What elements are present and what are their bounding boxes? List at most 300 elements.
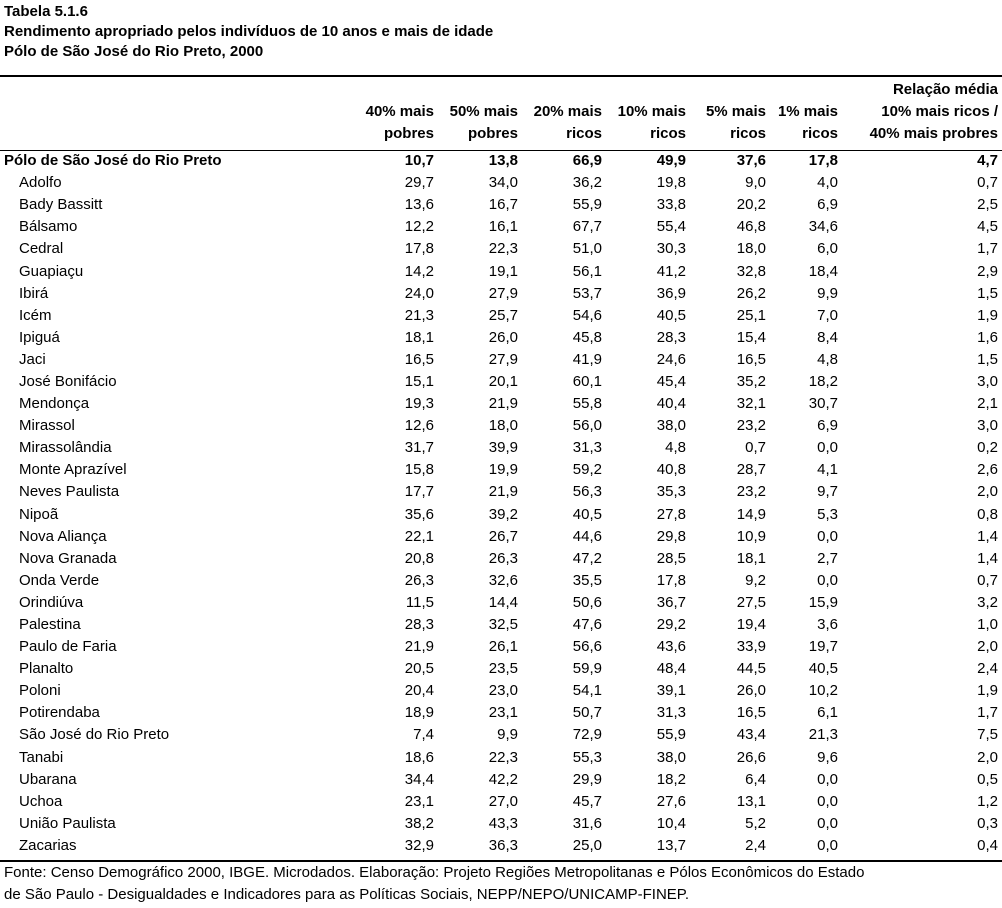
cell: 16,5 [404,350,434,368]
cell: 16,5 [736,350,766,368]
cell: 0,7 [977,174,998,192]
cell: 40,5 [656,306,686,324]
cell: 1,5 [977,350,998,368]
cell: 41,2 [656,262,686,280]
cell: 37,6 [736,152,766,170]
cell: 5,2 [745,814,766,832]
row-label: José Bonifácio [19,372,117,390]
table-row [0,172,1002,194]
cell: 39,9 [488,439,518,457]
table-row [0,702,1002,724]
cell: 40,5 [808,660,838,678]
cell: 28,3 [656,328,686,346]
cell: 20,1 [488,372,518,390]
cell: 50,6 [572,593,602,611]
cell: 13,8 [488,152,518,170]
header-1-ricos: 1% mais ricos [777,103,838,142]
cell: 6,1 [817,704,838,722]
cell: 28,5 [656,549,686,567]
cell: 23,2 [736,417,766,435]
row-label: Onda Verde [19,571,100,589]
cell: 12,2 [404,218,434,236]
cell: 33,8 [656,196,686,214]
cell: 43,6 [656,638,686,656]
cell: 25,1 [736,306,766,324]
cell: 25,7 [488,306,518,324]
cell: 17,8 [656,571,686,589]
cell: 35,6 [404,505,434,523]
cell: 25,0 [572,836,602,854]
cell: 0,0 [817,439,838,457]
cell: 1,4 [977,549,998,567]
cell: 60,1 [572,372,602,390]
header-20-ricos: 20% mais ricos [533,103,602,142]
cell: 35,3 [656,483,686,501]
cell: 7,5 [977,726,998,744]
table-row [0,437,1002,459]
cell: 15,9 [808,593,838,611]
cell: 18,9 [404,704,434,722]
cell: 7,4 [413,726,434,744]
table-row [0,658,1002,680]
cell: 21,9 [404,638,434,656]
cell: 13,7 [656,836,686,854]
cell: 48,4 [656,660,686,678]
cell: 54,1 [572,682,602,700]
cell: 1,6 [977,328,998,346]
table-row [0,349,1002,371]
source-line-2: de São Paulo - Desigualdades e Indicadores para as Políticas Sociais, NEPP/NEPO/UNICAMP-FINEP. [4,886,690,903]
cell: 29,8 [656,527,686,545]
cell: 13,1 [736,792,766,810]
row-label: Paulo de Faria [19,638,117,656]
cell: 4,8 [665,439,686,457]
cell: 38,2 [404,814,434,832]
row-label: Mendonça [19,395,90,413]
table-row [0,769,1002,791]
cell: 18,6 [404,748,434,766]
top-rule [0,75,1002,77]
row-label: Potirendaba [19,704,100,722]
row-label: Mirassol [19,417,75,435]
cell: 1,7 [977,240,998,258]
header-40-pobres: 40% mais pobres [365,103,434,142]
cell: 9,9 [497,726,518,744]
cell: 14,4 [488,593,518,611]
cell: 40,8 [656,461,686,479]
row-label: Bady Bassitt [19,196,103,214]
cell: 29,7 [404,174,434,192]
cell: 15,8 [404,461,434,479]
cell: 59,2 [572,461,602,479]
cell: 19,3 [404,395,434,413]
table-row [0,548,1002,570]
table-row [0,526,1002,548]
table-row [0,481,1002,503]
cell: 47,6 [572,616,602,634]
cell: 55,9 [572,196,602,214]
table-row [0,835,1002,857]
table-row [0,680,1002,702]
cell: 27,8 [656,505,686,523]
table-subtitle: Pólo de São José do Rio Preto, 2000 [4,43,264,60]
cell: 31,6 [572,814,602,832]
cell: 2,1 [977,395,998,413]
cell: 40,5 [572,505,602,523]
table-row [0,504,1002,526]
cell: 20,5 [404,660,434,678]
table-row [0,238,1002,260]
cell: 53,7 [572,284,602,302]
cell: 21,9 [488,483,518,501]
row-label: Monte Aprazível [19,461,127,479]
cell: 38,0 [656,417,686,435]
cell: 36,3 [488,836,518,854]
cell: 4,8 [817,350,838,368]
row-label: Orindiúva [19,593,84,611]
row-label: Jaci [19,350,46,368]
cell: 44,6 [572,527,602,545]
table-row [0,747,1002,769]
cell: 51,0 [572,240,602,258]
cell: 50,7 [572,704,602,722]
cell: 32,5 [488,616,518,634]
cell: 28,3 [404,616,434,634]
cell: 26,3 [404,571,434,589]
cell: 27,9 [488,350,518,368]
cell: 17,8 [404,240,434,258]
row-label: Tanabi [19,748,64,766]
row-label: Poloni [19,682,61,700]
cell: 18,0 [736,240,766,258]
table-row [0,570,1002,592]
cell: 27,9 [488,284,518,302]
table-row [0,614,1002,636]
cell: 42,2 [488,770,518,788]
cell: 27,5 [736,593,766,611]
row-label: Uchoa [19,792,63,810]
row-label: Nova Aliança [19,527,107,545]
table-row [0,592,1002,614]
cell: 33,9 [736,638,766,656]
cell: 0,2 [977,439,998,457]
table-row [0,283,1002,305]
cell: 56,6 [572,638,602,656]
cell: 27,6 [656,792,686,810]
table-row [0,415,1002,437]
cell: 0,5 [977,770,998,788]
cell: 0,0 [817,814,838,832]
row-label: União Paulista [19,814,116,832]
cell: 28,7 [736,461,766,479]
table-row [0,459,1002,481]
cell: 26,0 [736,682,766,700]
header-row [0,78,1002,150]
cell: 32,6 [488,571,518,589]
cell: 20,2 [736,196,766,214]
cell: 10,7 [404,152,434,170]
cell: 23,0 [488,682,518,700]
cell: 34,6 [808,218,838,236]
cell: 45,7 [572,792,602,810]
cell: 67,7 [572,218,602,236]
cell: 32,9 [404,836,434,854]
cell: 34,0 [488,174,518,192]
cell: 7,0 [817,306,838,324]
table-row [0,327,1002,349]
source-line-1: Fonte: Censo Demográfico 2000, IBGE. Microdados. Elaboração: Projeto Regiões Metropolitanas e Pólos Econômicos do Estado [4,864,865,881]
cell: 32,1 [736,395,766,413]
table-row [0,791,1002,813]
cell: 4,5 [977,218,998,236]
cell: 29,9 [572,770,602,788]
cell: 5,3 [817,505,838,523]
cell: 10,4 [656,814,686,832]
table-row [0,724,1002,746]
cell: 39,1 [656,682,686,700]
cell: 3,0 [977,417,998,435]
cell: 20,8 [404,549,434,567]
header-50-pobres: 50% mais pobres [449,103,518,142]
table-number: Tabela 5.1.6 [4,3,88,20]
cell: 23,1 [488,704,518,722]
cell: 16,5 [736,704,766,722]
table-row [0,393,1002,415]
cell: 31,3 [572,439,602,457]
cell: 56,3 [572,483,602,501]
cell: 27,0 [488,792,518,810]
cell: 6,0 [817,240,838,258]
table-title: Rendimento apropriado pelos indivíduos de 10 anos e mais de idade [4,23,494,40]
cell: 56,1 [572,262,602,280]
cell: 10,2 [808,682,838,700]
cell: 43,3 [488,814,518,832]
cell: 6,4 [745,770,766,788]
cell: 21,3 [808,726,838,744]
cell: 29,2 [656,616,686,634]
cell: 0,3 [977,814,998,832]
cell: 1,9 [977,682,998,700]
cell: 9,0 [745,174,766,192]
cell: 36,9 [656,284,686,302]
cell: 43,4 [736,726,766,744]
cell: 19,4 [736,616,766,634]
cell: 12,6 [404,417,434,435]
cell: 26,0 [488,328,518,346]
cell: 66,9 [572,152,602,170]
cell: 44,5 [736,660,766,678]
table-row [0,305,1002,327]
cell: 1,5 [977,284,998,302]
cell: 31,7 [404,439,434,457]
cell: 11,5 [405,593,434,611]
cell: 9,7 [817,483,838,501]
cell: 15,4 [736,328,766,346]
cell: 46,8 [736,218,766,236]
cell: 56,0 [572,417,602,435]
cell: 31,3 [656,704,686,722]
cell: 26,1 [488,638,518,656]
cell: 18,2 [656,770,686,788]
row-label: Guapiaçu [19,262,84,280]
cell: 22,3 [488,240,518,258]
cell: 6,9 [817,196,838,214]
cell: 9,6 [817,748,838,766]
cell: 2,4 [977,660,998,678]
cell: 22,3 [488,748,518,766]
source-note [4,862,864,906]
cell: 45,8 [572,328,602,346]
cell: 17,8 [808,152,838,170]
cell: 26,6 [736,748,766,766]
cell: 39,2 [488,505,518,523]
table-row [0,216,1002,238]
cell: 0,0 [817,836,838,854]
cell: 2,0 [977,483,998,501]
cell: 22,1 [404,527,434,545]
cell: 9,2 [745,571,766,589]
header-rule [0,150,1002,151]
cell: 36,7 [656,593,686,611]
row-label: Palestina [19,616,81,634]
cell: 16,7 [488,196,518,214]
cell: 26,3 [488,549,518,567]
cell: 8,4 [817,328,838,346]
cell: 2,9 [977,262,998,280]
cell: 26,7 [488,527,518,545]
cell: 0,0 [817,770,838,788]
cell: 3,6 [817,616,838,634]
cell: 34,4 [404,770,434,788]
row-label: Adolfo [19,174,62,192]
cell: 49,9 [656,152,686,170]
row-label: Pólo de São José do Rio Preto [4,152,222,170]
cell: 19,9 [488,461,518,479]
cell: 26,2 [736,284,766,302]
cell: 0,0 [817,527,838,545]
table-title-block [4,2,493,62]
cell: 18,1 [404,328,434,346]
cell: 1,9 [977,306,998,324]
cell: 59,9 [572,660,602,678]
cell: 55,8 [572,395,602,413]
row-label: Neves Paulista [19,483,120,501]
cell: 2,0 [977,748,998,766]
cell: 4,1 [817,461,838,479]
cell: 36,2 [572,174,602,192]
row-label: Bálsamo [19,218,78,236]
total-row [0,150,1002,172]
table-row [0,194,1002,216]
table-row [0,636,1002,658]
cell: 0,0 [817,792,838,810]
cell: 18,1 [736,549,766,567]
cell: 4,0 [817,174,838,192]
row-label: Nova Granada [19,549,117,567]
cell: 21,9 [488,395,518,413]
cell: 1,2 [977,792,998,810]
cell: 1,0 [977,616,998,634]
cell: 0,0 [817,571,838,589]
cell: 72,9 [572,726,602,744]
cell: 23,5 [488,660,518,678]
cell: 55,3 [572,748,602,766]
cell: 2,7 [817,549,838,567]
header-5-ricos: 5% mais ricos [705,103,766,142]
cell: 2,0 [977,638,998,656]
cell: 14,2 [404,262,434,280]
cell: 9,9 [817,284,838,302]
cell: 23,2 [736,483,766,501]
cell: 32,8 [736,262,766,280]
cell: 38,0 [656,748,686,766]
cell: 2,6 [977,461,998,479]
cell: 10,9 [736,527,766,545]
cell: 20,4 [404,682,434,700]
row-label: São José do Rio Preto [19,726,170,744]
cell: 17,7 [404,483,434,501]
cell: 3,0 [977,372,998,390]
cell: 16,1 [488,218,518,236]
cell: 35,5 [572,571,602,589]
row-label: Mirassolândia [19,439,112,457]
cell: 18,0 [488,417,518,435]
cell: 0,8 [977,505,998,523]
cell: 6,9 [817,417,838,435]
cell: 4,7 [977,152,998,170]
table-row [0,371,1002,393]
cell: 30,7 [808,395,838,413]
cell: 18,2 [808,372,838,390]
cell: 35,2 [736,372,766,390]
cell: 0,7 [745,439,766,457]
cell: 1,4 [977,527,998,545]
cell: 24,0 [404,284,434,302]
cell: 23,1 [404,792,434,810]
table-row [0,813,1002,835]
cell: 13,6 [404,196,434,214]
cell: 2,5 [977,196,998,214]
cell: 21,3 [404,306,434,324]
row-label: Cedral [19,240,64,258]
cell: 0,4 [977,836,998,854]
cell: 15,1 [404,372,434,390]
row-label: Ubarana [19,770,77,788]
cell: 19,7 [808,638,838,656]
cell: 19,8 [656,174,686,192]
row-label: Planalto [19,660,74,678]
row-label: Ibirá [19,284,49,302]
header-10-ricos: 10% mais ricos [617,103,686,142]
cell: 2,4 [745,836,766,854]
income-table [0,78,1002,857]
table-body [0,150,1002,857]
row-label: Ipiguá [19,328,60,346]
cell: 55,4 [656,218,686,236]
cell: 30,3 [656,240,686,258]
cell: 3,2 [977,593,998,611]
cell: 19,1 [488,262,518,280]
cell: 41,9 [572,350,602,368]
cell: 45,4 [656,372,686,390]
cell: 18,4 [808,262,838,280]
cell: 55,9 [656,726,686,744]
row-label: Nipoã [19,505,59,523]
cell: 54,6 [572,306,602,324]
cell: 14,9 [736,505,766,523]
cell: 40,4 [656,395,686,413]
cell: 24,6 [656,350,686,368]
